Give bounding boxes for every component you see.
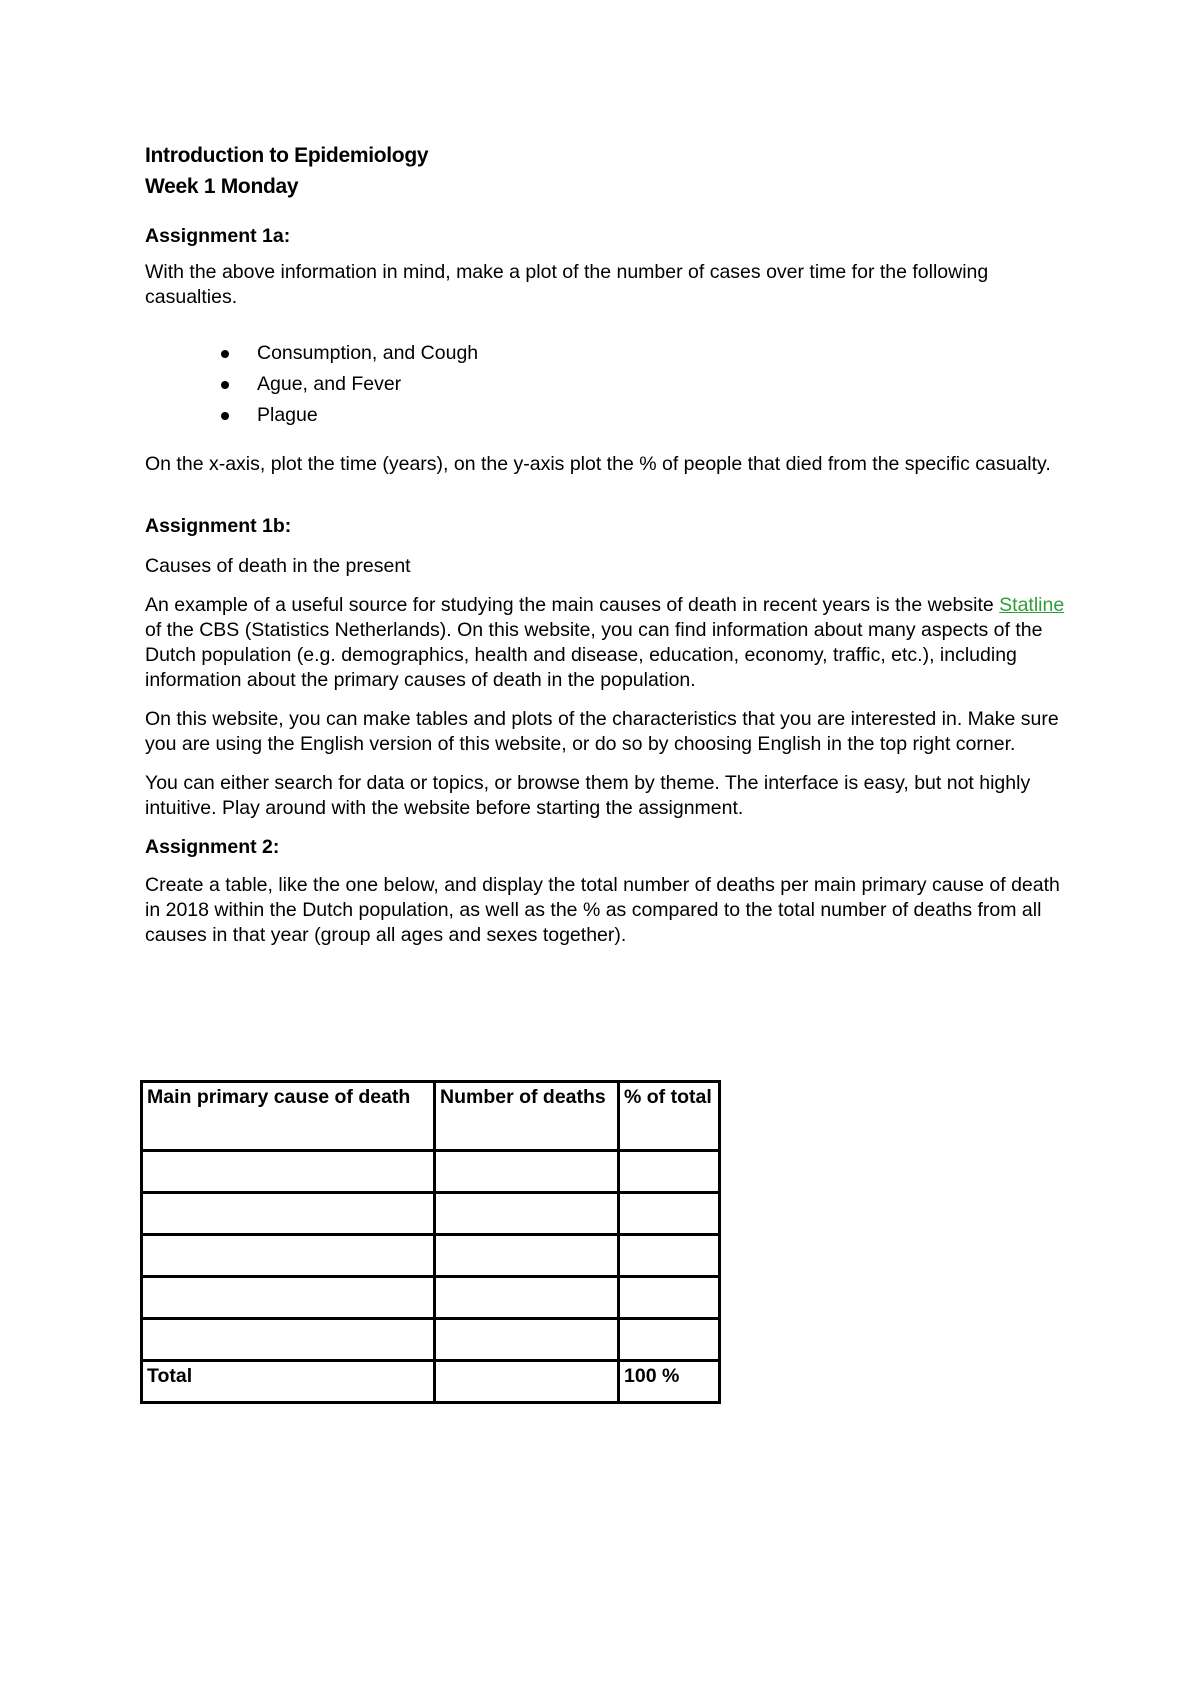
deaths-table [140,1080,721,1404]
document-page [145,140,1075,948]
table-cell [435,1319,619,1361]
total-label: Total [142,1361,435,1403]
assignment-1a-heading: Assignment 1a: [145,225,291,247]
table-cell [142,1277,435,1319]
header-number: Number of deaths [435,1082,619,1151]
document-title: Introduction to Epidemiology [145,144,429,167]
table-cell [142,1235,435,1277]
table-cell [435,1193,619,1235]
header-cause: Main primary cause of death [142,1082,435,1151]
bullet-icon [221,381,229,389]
list-item: Consumption, and Cough [145,338,1075,369]
assignment-1b-subtitle: Causes of death in the present [145,555,411,577]
statline-link[interactable]: Statline [999,594,1065,616]
table-total-row [142,1361,720,1403]
table-row [142,1193,720,1235]
table-cell [619,1151,720,1193]
assignment-1a-intro: With the above information in mind, make a plot of the number of cases over time for the following casualties. [145,261,989,308]
table-cell [435,1277,619,1319]
table-cell [435,1151,619,1193]
table-cell [142,1193,435,1235]
casualty-list [145,338,1075,431]
table-cell [619,1277,720,1319]
document-subtitle: Week 1 Monday [145,175,299,198]
table-row [142,1277,720,1319]
english-version-paragraph: On this website, you can make tables and plots of the characteristics that you are interested in. Make sure you are using the English version of this website, or do so by choosing English in the top right corner. [145,708,1059,755]
assignment-1b-heading: Assignment 1b: [145,515,292,537]
statline-paragraph: An example of a useful source for studying the main causes of death in recent years is the website Statline of the CBS (Statistics Netherlands). On this website, you can find information about many aspects of the Dutch population (e.g. demographics, health and disease, education, economy, traffic, etc.), including information about the primary causes of death in the population. [145,594,1065,691]
table-cell [619,1193,720,1235]
table-row [142,1319,720,1361]
bullet-icon [221,350,229,358]
table-cell [619,1235,720,1277]
table-header-row [142,1082,720,1151]
header-percent: % of total [619,1082,720,1151]
total-percent: 100 % [619,1361,720,1403]
table-row [142,1151,720,1193]
axis-instruction: On the x-axis, plot the time (years), on the y-axis plot the % of people that died from the specific casualty. [145,453,1051,475]
assignment-2-heading: Assignment 2: [145,836,280,858]
table-cell [142,1319,435,1361]
bullet-icon [221,412,229,420]
table-cell [619,1319,720,1361]
table-cell [435,1361,619,1403]
table-cell [435,1235,619,1277]
list-item: Ague, and Fever [145,369,1075,400]
table-row [142,1235,720,1277]
list-item: Plague [145,400,1075,431]
browse-paragraph: You can either search for data or topics, or browse them by theme. The interface is easy, but not highly intuitive. Play around with the website before starting the assignment. [145,772,1031,819]
assignment-2-intro: Create a table, like the one below, and display the total number of deaths per main primary cause of death in 2018 within the Dutch population, as well as the % as compared to the total number of deaths from all causes in that year (group all ages and sexes together). [145,874,1060,946]
table-cell [142,1151,435,1193]
